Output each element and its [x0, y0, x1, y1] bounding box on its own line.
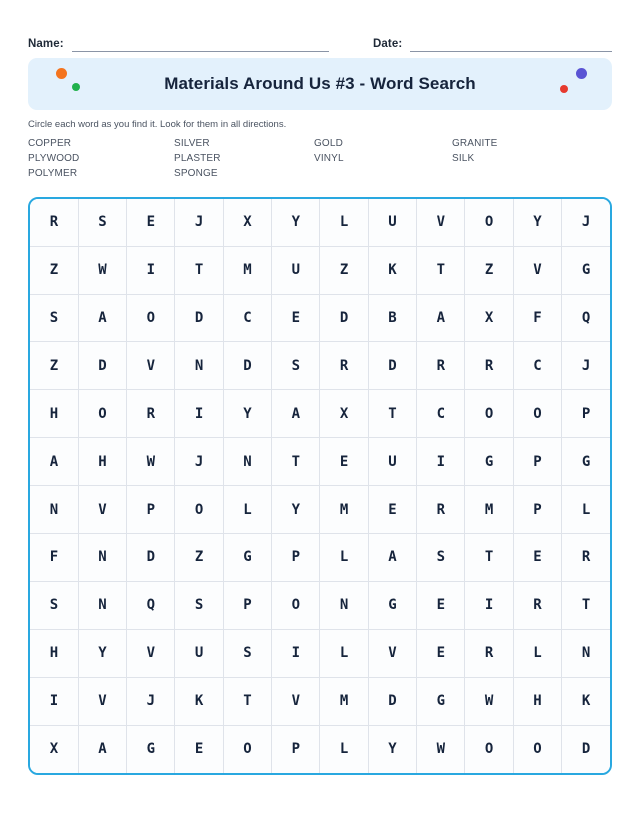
- grid-cell[interactable]: O: [513, 725, 561, 772]
- grid-cell[interactable]: I: [127, 246, 175, 294]
- purple-dot-icon: [576, 68, 587, 79]
- grid-cell[interactable]: A: [30, 438, 78, 486]
- grid-cell[interactable]: H: [513, 677, 561, 725]
- grid-cell[interactable]: A: [368, 534, 416, 582]
- grid-cell[interactable]: B: [368, 294, 416, 342]
- grid-cell[interactable]: V: [513, 246, 561, 294]
- word-search-grid[interactable]: [28, 197, 612, 775]
- grid-cell[interactable]: R: [562, 534, 610, 582]
- grid-cell[interactable]: O: [175, 486, 223, 534]
- grid-cell[interactable]: O: [513, 390, 561, 438]
- grid-cell[interactable]: M: [465, 486, 513, 534]
- grid-row: [30, 199, 610, 246]
- grid-cell[interactable]: P: [223, 581, 271, 629]
- grid-cell[interactable]: Z: [320, 246, 368, 294]
- grid-cell[interactable]: Q: [562, 294, 610, 342]
- word-list-item[interactable]: COPPER: [28, 137, 72, 149]
- grid-cell[interactable]: H: [78, 438, 126, 486]
- green-dot-icon: [72, 83, 80, 91]
- grid-cell[interactable]: F: [30, 534, 78, 582]
- grid-cell[interactable]: S: [272, 342, 320, 390]
- grid-cell[interactable]: V: [417, 199, 465, 246]
- grid-cell[interactable]: L: [223, 486, 271, 534]
- grid-cell[interactable]: D: [175, 294, 223, 342]
- grid-cell[interactable]: C: [417, 390, 465, 438]
- grid-cell[interactable]: H: [30, 390, 78, 438]
- grid-cell[interactable]: N: [78, 581, 126, 629]
- word-list-item[interactable]: POLYMER: [28, 167, 78, 179]
- grid-row: [30, 486, 610, 534]
- grid-cell[interactable]: P: [272, 534, 320, 582]
- grid-cell[interactable]: C: [513, 342, 561, 390]
- grid-cell[interactable]: J: [562, 199, 610, 246]
- grid-cell[interactable]: H: [30, 629, 78, 677]
- grid-cell[interactable]: J: [175, 199, 223, 246]
- grid-cell[interactable]: R: [465, 629, 513, 677]
- grid-cell[interactable]: N: [562, 629, 610, 677]
- grid-cell[interactable]: L: [562, 486, 610, 534]
- word-list-item[interactable]: PLYWOOD: [28, 152, 80, 164]
- grid-cell[interactable]: G: [223, 534, 271, 582]
- grid-cell[interactable]: D: [78, 342, 126, 390]
- grid-cell[interactable]: P: [272, 725, 320, 772]
- grid-row: [30, 725, 610, 772]
- grid-cell[interactable]: X: [30, 725, 78, 772]
- grid-cell[interactable]: R: [30, 199, 78, 246]
- grid-cell[interactable]: Y: [272, 199, 320, 246]
- grid-cell[interactable]: U: [368, 438, 416, 486]
- grid-cell[interactable]: Z: [30, 246, 78, 294]
- grid-cell[interactable]: J: [127, 677, 175, 725]
- grid-cell[interactable]: Q: [127, 581, 175, 629]
- grid-cell[interactable]: G: [127, 725, 175, 772]
- grid-cell[interactable]: E: [513, 534, 561, 582]
- grid-cell[interactable]: T: [368, 390, 416, 438]
- grid-cell[interactable]: D: [368, 342, 416, 390]
- grid-cell[interactable]: V: [78, 677, 126, 725]
- grid-body: [30, 199, 610, 773]
- grid-cell[interactable]: T: [223, 677, 271, 725]
- grid-cell[interactable]: O: [78, 390, 126, 438]
- grid-cell[interactable]: V: [272, 677, 320, 725]
- grid-cell[interactable]: P: [513, 438, 561, 486]
- grid-cell[interactable]: A: [78, 725, 126, 772]
- grid-cell[interactable]: P: [513, 486, 561, 534]
- grid-cell[interactable]: V: [127, 629, 175, 677]
- grid-row: [30, 677, 610, 725]
- grid-cell[interactable]: W: [127, 438, 175, 486]
- grid-cell[interactable]: J: [175, 438, 223, 486]
- grid-cell[interactable]: U: [272, 246, 320, 294]
- title-banner: [28, 58, 612, 110]
- grid-cell[interactable]: S: [223, 629, 271, 677]
- grid-cell[interactable]: L: [320, 629, 368, 677]
- grid-cell[interactable]: D: [368, 677, 416, 725]
- grid-cell[interactable]: V: [368, 629, 416, 677]
- word-list-item[interactable]: GOLD: [314, 137, 343, 149]
- grid-cell[interactable]: Y: [272, 486, 320, 534]
- grid-cell[interactable]: M: [320, 486, 368, 534]
- grid-cell[interactable]: S: [78, 199, 126, 246]
- grid-cell[interactable]: N: [30, 486, 78, 534]
- grid-cell[interactable]: G: [562, 438, 610, 486]
- grid-cell[interactable]: L: [320, 534, 368, 582]
- name-field-group: [28, 37, 373, 52]
- grid-cell[interactable]: P: [127, 486, 175, 534]
- grid-cell[interactable]: W: [417, 725, 465, 772]
- grid-row: [30, 390, 610, 438]
- grid-cell[interactable]: V: [127, 342, 175, 390]
- grid-cell[interactable]: R: [417, 486, 465, 534]
- grid-cell[interactable]: I: [272, 629, 320, 677]
- grid-cell[interactable]: N: [320, 581, 368, 629]
- grid-cell[interactable]: Y: [78, 629, 126, 677]
- grid-cell[interactable]: D: [320, 294, 368, 342]
- grid-cell[interactable]: S: [175, 581, 223, 629]
- grid-cell[interactable]: T: [272, 438, 320, 486]
- grid-cell[interactable]: L: [513, 629, 561, 677]
- grid-cell[interactable]: Y: [368, 725, 416, 772]
- grid-cell[interactable]: R: [513, 581, 561, 629]
- name-label: Name:: [28, 38, 64, 50]
- grid-cell[interactable]: X: [320, 390, 368, 438]
- grid-cell[interactable]: I: [175, 390, 223, 438]
- grid-cell[interactable]: Z: [465, 246, 513, 294]
- grid-cell[interactable]: U: [368, 199, 416, 246]
- grid-cell[interactable]: C: [223, 294, 271, 342]
- grid-cell[interactable]: W: [78, 246, 126, 294]
- date-field-group: [373, 37, 612, 52]
- grid-row: [30, 629, 610, 677]
- grid-cell[interactable]: G: [465, 438, 513, 486]
- grid-cell[interactable]: M: [223, 246, 271, 294]
- grid-cell[interactable]: U: [175, 629, 223, 677]
- grid-cell[interactable]: I: [417, 438, 465, 486]
- grid-cell[interactable]: S: [30, 581, 78, 629]
- grid-cell[interactable]: K: [368, 246, 416, 294]
- grid-cell[interactable]: R: [320, 342, 368, 390]
- grid-row: [30, 342, 610, 390]
- grid-cell[interactable]: G: [417, 677, 465, 725]
- grid-cell[interactable]: F: [513, 294, 561, 342]
- grid-cell[interactable]: N: [223, 438, 271, 486]
- grid-cell[interactable]: G: [562, 246, 610, 294]
- orange-dot-icon: [56, 68, 67, 79]
- word-list-item[interactable]: PLASTER: [174, 152, 221, 164]
- grid-cell[interactable]: A: [417, 294, 465, 342]
- date-input-line[interactable]: [410, 37, 612, 52]
- grid-cell[interactable]: T: [175, 246, 223, 294]
- grid-cell[interactable]: X: [465, 294, 513, 342]
- grid-row: [30, 534, 610, 582]
- word-list-item[interactable]: VINYL: [314, 152, 344, 164]
- grid-cell[interactable]: A: [78, 294, 126, 342]
- grid-cell[interactable]: E: [272, 294, 320, 342]
- word-list: [28, 136, 612, 181]
- grid-cell[interactable]: E: [175, 725, 223, 772]
- name-date-row: [0, 0, 640, 52]
- grid-cell[interactable]: K: [562, 677, 610, 725]
- word-list-item[interactable]: GRANITE: [452, 137, 498, 149]
- date-label: Date:: [373, 38, 403, 50]
- grid-cell[interactable]: Z: [30, 342, 78, 390]
- grid-cell[interactable]: O: [465, 199, 513, 246]
- word-list-item[interactable]: SILK: [452, 152, 475, 164]
- grid-cell[interactable]: L: [320, 199, 368, 246]
- grid-cell[interactable]: R: [465, 342, 513, 390]
- grid-cell[interactable]: W: [465, 677, 513, 725]
- instructions-text: Circle each word as you find it. Look for them in all directions.: [28, 119, 287, 130]
- grid-cell[interactable]: G: [368, 581, 416, 629]
- grid-cell[interactable]: V: [78, 486, 126, 534]
- grid-cell[interactable]: E: [417, 629, 465, 677]
- grid-cell[interactable]: O: [465, 725, 513, 772]
- word-list-item[interactable]: SILVER: [174, 137, 210, 149]
- grid-cell[interactable]: T: [465, 534, 513, 582]
- grid-cell[interactable]: Y: [513, 199, 561, 246]
- name-input-line[interactable]: [72, 37, 329, 52]
- grid-cell[interactable]: T: [562, 581, 610, 629]
- grid-cell[interactable]: I: [465, 581, 513, 629]
- grid-cell[interactable]: O: [223, 725, 271, 772]
- red-dot-icon: [560, 85, 568, 93]
- grid-cell[interactable]: S: [30, 294, 78, 342]
- grid-row: [30, 246, 610, 294]
- grid-cell[interactable]: R: [127, 390, 175, 438]
- page-title: Materials Around Us #3 - Word Search: [164, 74, 476, 93]
- grid-cell[interactable]: N: [78, 534, 126, 582]
- grid-cell[interactable]: E: [417, 581, 465, 629]
- grid-cell[interactable]: Z: [175, 534, 223, 582]
- grid-cell[interactable]: P: [562, 390, 610, 438]
- grid-cell[interactable]: Y: [223, 390, 271, 438]
- grid-cell[interactable]: D: [223, 342, 271, 390]
- grid-cell[interactable]: O: [272, 581, 320, 629]
- grid-cell[interactable]: A: [272, 390, 320, 438]
- grid-cell[interactable]: L: [320, 725, 368, 772]
- grid-cell[interactable]: T: [417, 246, 465, 294]
- grid-table: [30, 199, 610, 773]
- word-list-item[interactable]: SPONGE: [174, 167, 218, 179]
- grid-cell[interactable]: N: [175, 342, 223, 390]
- grid-cell[interactable]: I: [30, 677, 78, 725]
- grid-cell[interactable]: R: [417, 342, 465, 390]
- grid-cell[interactable]: D: [562, 725, 610, 772]
- grid-cell[interactable]: X: [223, 199, 271, 246]
- grid-row: [30, 581, 610, 629]
- grid-cell[interactable]: S: [417, 534, 465, 582]
- grid-cell[interactable]: K: [175, 677, 223, 725]
- grid-cell[interactable]: D: [127, 534, 175, 582]
- grid-cell[interactable]: E: [368, 486, 416, 534]
- grid-cell[interactable]: O: [465, 390, 513, 438]
- grid-cell[interactable]: O: [127, 294, 175, 342]
- grid-row: [30, 294, 610, 342]
- grid-cell[interactable]: E: [127, 199, 175, 246]
- grid-cell[interactable]: J: [562, 342, 610, 390]
- grid-cell[interactable]: E: [320, 438, 368, 486]
- grid-cell[interactable]: M: [320, 677, 368, 725]
- grid-row: [30, 438, 610, 486]
